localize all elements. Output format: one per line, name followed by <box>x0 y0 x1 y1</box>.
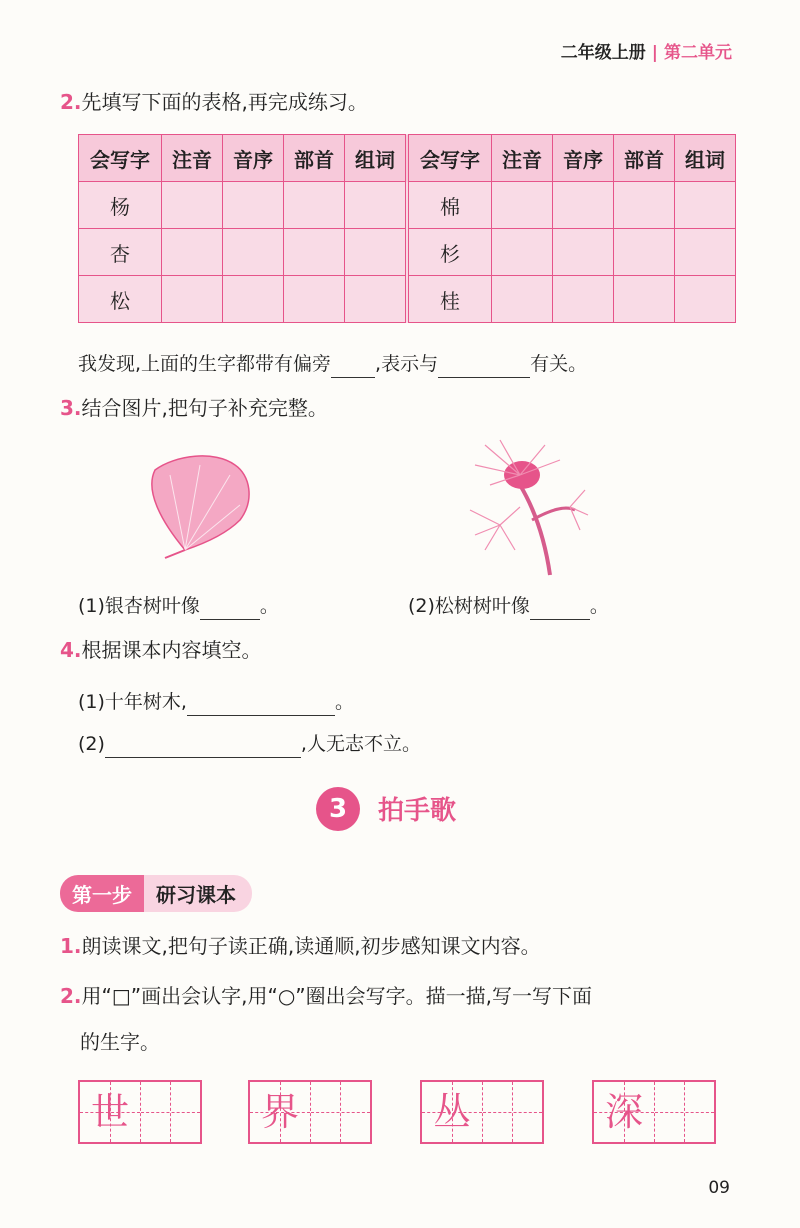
col-header: 注音 <box>492 135 553 182</box>
answer-cell[interactable] <box>614 276 675 323</box>
practice-char: 丛 <box>432 1090 471 1134</box>
answer-cell[interactable] <box>223 182 284 229</box>
question-number: 3. <box>60 396 82 420</box>
page-number: 09 <box>708 1178 730 1198</box>
answer-cell[interactable] <box>492 182 553 229</box>
col-header: 会写字 <box>79 135 162 182</box>
grid-box <box>594 1082 655 1142</box>
meaning-blank[interactable] <box>438 355 530 378</box>
char-cell: 松 <box>79 276 162 323</box>
writing-grid[interactable] <box>420 1080 544 1144</box>
col-header: 组词 <box>675 135 736 182</box>
char-cell: 杏 <box>79 229 162 276</box>
step-item-2 <box>60 982 592 1010</box>
unit-label: 第二单元 <box>664 43 732 63</box>
lesson-number-badge: 3 <box>316 787 360 831</box>
table-header-row <box>79 135 736 182</box>
answer-cell[interactable] <box>284 276 345 323</box>
radical-blank[interactable] <box>331 355 375 378</box>
proverb-blank-2[interactable] <box>105 735 301 758</box>
question-text: 结合图片,把句子补充完整。 <box>81 396 328 420</box>
practice-char: 深 <box>604 1090 643 1134</box>
answer-cell[interactable] <box>553 229 614 276</box>
practice-char: 界 <box>260 1090 299 1134</box>
pine-branch-icon <box>460 435 590 580</box>
findings-text: ,表示与 <box>375 353 439 375</box>
question-3 <box>60 394 328 422</box>
answer-cell[interactable] <box>492 276 553 323</box>
practice-char: 世 <box>90 1090 129 1134</box>
answer-cell[interactable] <box>284 229 345 276</box>
q3-item-1 <box>78 592 279 620</box>
answer-cell[interactable] <box>162 182 223 229</box>
item-text: 。 <box>334 691 354 713</box>
grid-box <box>250 1082 311 1142</box>
answer-cell[interactable] <box>675 276 736 323</box>
char-table <box>78 134 736 323</box>
answer-cell[interactable] <box>223 229 284 276</box>
question-4 <box>60 636 262 664</box>
answer-cell[interactable] <box>223 276 284 323</box>
question-number: 4. <box>60 638 82 662</box>
grid-box <box>80 1082 141 1142</box>
item-text: 。 <box>259 595 279 617</box>
writing-grid[interactable] <box>248 1080 372 1144</box>
q3-item-2 <box>408 592 609 620</box>
step-item-1 <box>60 932 541 960</box>
item-text: (1)银杏树叶像 <box>78 595 200 617</box>
question-text: 先填写下面的表格,再完成练习。 <box>81 90 368 114</box>
page-header <box>561 38 732 63</box>
header-separator: | <box>651 43 658 63</box>
question-number: 2. <box>60 984 82 1008</box>
question-text: 朗读课文,把句子读正确,读通顺,初步感知课文内容。 <box>81 934 541 958</box>
char-cell: 桂 <box>407 276 492 323</box>
question-text: 用“□”画出会认字,用“○”圈出会写字。描一描,写一写下面 <box>81 984 593 1008</box>
findings-text: 我发现,上面的生字都带有偏旁 <box>78 353 332 375</box>
grid-box <box>422 1082 483 1142</box>
q4-item-2 <box>78 730 421 758</box>
char-cell: 杨 <box>79 182 162 229</box>
col-header: 部首 <box>614 135 675 182</box>
proverb-blank-1[interactable] <box>187 693 335 716</box>
question-text: 的生字。 <box>80 1030 160 1054</box>
step-item-2-cont <box>80 1028 160 1056</box>
ginkgo-blank[interactable] <box>200 597 260 620</box>
grid-box[interactable] <box>483 1082 543 1142</box>
col-header: 注音 <box>162 135 223 182</box>
table-row <box>79 276 736 323</box>
pine-blank[interactable] <box>530 597 590 620</box>
answer-cell[interactable] <box>345 276 408 323</box>
answer-cell[interactable] <box>345 182 408 229</box>
col-header: 音序 <box>223 135 284 182</box>
step-banner <box>60 875 252 912</box>
grade-label: 二年级上册 <box>560 43 646 63</box>
findings-text: 有关。 <box>530 353 588 375</box>
ginkgo-leaf-icon <box>140 450 270 560</box>
table-row <box>79 182 736 229</box>
question-2 <box>60 88 368 116</box>
writing-grid[interactable] <box>592 1080 716 1144</box>
col-header: 部首 <box>284 135 345 182</box>
char-cell: 棉 <box>407 182 492 229</box>
step-title: 研习课本 <box>144 875 252 912</box>
question-number: 1. <box>60 934 82 958</box>
answer-cell[interactable] <box>553 276 614 323</box>
answer-cell[interactable] <box>284 182 345 229</box>
answer-cell[interactable] <box>553 182 614 229</box>
answer-cell[interactable] <box>614 229 675 276</box>
grid-box[interactable] <box>311 1082 371 1142</box>
answer-cell[interactable] <box>614 182 675 229</box>
col-header: 音序 <box>553 135 614 182</box>
grid-box[interactable] <box>141 1082 201 1142</box>
item-text: (1)十年树木, <box>78 691 187 713</box>
answer-cell[interactable] <box>675 229 736 276</box>
answer-cell[interactable] <box>162 229 223 276</box>
q4-item-1 <box>78 688 354 716</box>
col-header: 组词 <box>345 135 408 182</box>
answer-cell[interactable] <box>492 229 553 276</box>
answer-cell[interactable] <box>675 182 736 229</box>
col-header: 会写字 <box>407 135 492 182</box>
writing-grid[interactable] <box>78 1080 202 1144</box>
item-text: (2) <box>78 733 105 755</box>
char-cell: 杉 <box>407 229 492 276</box>
question-number: 2. <box>60 90 82 114</box>
question-text: 根据课本内容填空。 <box>81 638 262 662</box>
findings-line <box>78 350 587 378</box>
item-text: 。 <box>589 595 609 617</box>
step-tag: 第一步 <box>60 875 144 912</box>
answer-cell[interactable] <box>345 229 408 276</box>
item-text: ,人无志不立。 <box>300 733 421 755</box>
item-text: (2)松树树叶像 <box>408 595 530 617</box>
lesson-title: 拍手歌 <box>378 796 457 826</box>
grid-box[interactable] <box>655 1082 715 1142</box>
answer-cell[interactable] <box>162 276 223 323</box>
table-row <box>79 229 736 276</box>
